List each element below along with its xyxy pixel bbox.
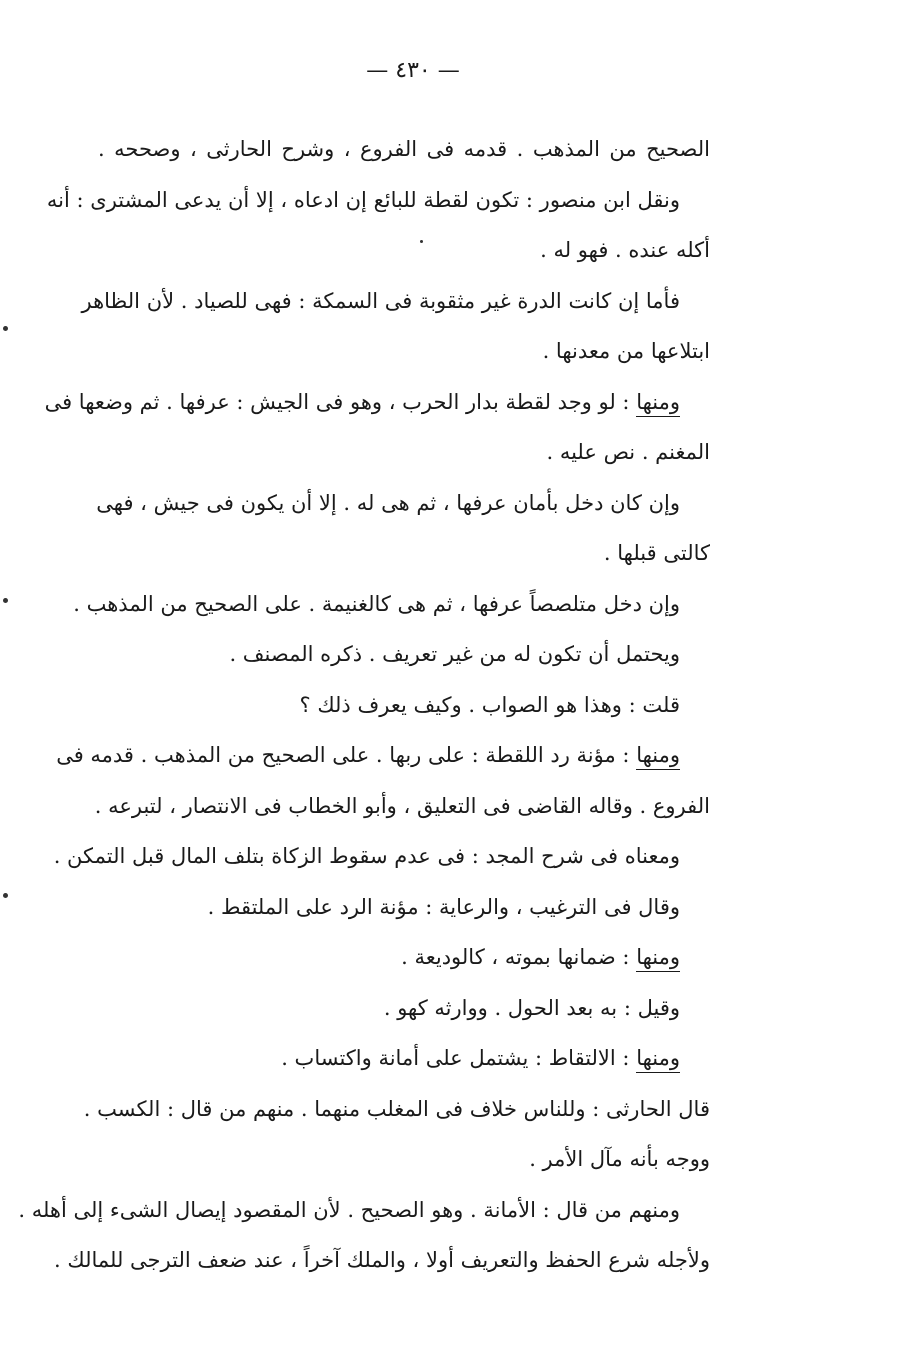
text-line <box>98 882 710 933</box>
line-text: : الالتقاط : يشتمل على أمانة واكتساب . <box>281 1046 630 1070</box>
line-text: وإن دخل متلصصاً عرفها ، ثم هى كالغنيمة . على الصحيح من المذهب . <box>73 591 680 616</box>
text-line <box>98 680 710 731</box>
line-text: قلت : وهذا هو الصواب . وكيف يعرف ذلك ؟ <box>299 692 680 717</box>
line-text: أكله عنده . فهو له . <box>540 238 710 262</box>
line-text: قال الحارثى : وللناس خلاف فى المغلب منهما . منهم من قال : الكسب . <box>83 1096 710 1121</box>
line-text: : لو وجد لقطة بدار الحرب ، وهو فى الجيش : عرفها . ثم وضعها فى <box>44 389 630 414</box>
text-line <box>94 781 710 832</box>
text-line <box>81 276 710 327</box>
text-line <box>98 225 710 276</box>
text-line <box>98 427 710 478</box>
text-line <box>98 1134 710 1185</box>
scan-speck <box>3 893 8 898</box>
line-text: ولأجله شرع الحفظ والتعريف أولا ، والملك آخراً ، عند ضعف الترجى للمالك . <box>54 1248 710 1272</box>
text-line <box>46 175 710 226</box>
line-text: ومعناه فى شرح المجد : فى عدم سقوط الزكاة بتلف المال قبل التمكن . <box>53 844 680 868</box>
line-text: ووجه بأنه مآل الأمر . <box>529 1147 710 1171</box>
text-line <box>98 124 710 175</box>
text-line <box>83 1084 710 1135</box>
text-line <box>98 1033 710 1084</box>
body-text <box>18 124 710 1286</box>
line-text: المغنم . نص عليه . <box>546 440 710 464</box>
line-text: وقيل : به بعد الحول . ووارثه كهو . <box>383 995 680 1020</box>
scan-speck <box>420 240 423 243</box>
scan-speck <box>3 326 8 331</box>
section-keyword: ومنها <box>636 390 680 417</box>
page-number: — ٤٣٠ — <box>366 58 460 83</box>
line-text: ونقل ابن منصور : تكون لقطة للبائع إن ادعاه ، إلا أن يدعى المشترى : أنه <box>46 187 680 212</box>
section-keyword: ومنها <box>636 1046 680 1073</box>
line-text: : مؤنة رد اللقطة : على ربها . على الصحيح من المذهب . قدمه فى <box>56 743 630 767</box>
line-text: ومنهم من قال : الأمانة . وهو الصحيح . لأن المقصود إيصال الشىء إلى أهله . <box>18 1197 680 1222</box>
line-text: : ضمانها بموته ، كالوديعة . <box>401 945 630 969</box>
text-line <box>18 1185 710 1236</box>
text-line <box>54 1235 710 1286</box>
text-line <box>98 326 710 377</box>
text-line <box>98 983 710 1034</box>
line-text: الصحيح من المذهب . قدمه فى الفروع ، وشرح الحارثى ، وصححه . <box>98 137 710 161</box>
text-line <box>44 377 710 428</box>
text-line <box>98 629 710 680</box>
section-keyword: ومنها <box>636 945 680 972</box>
text-line <box>53 831 710 882</box>
text-line <box>98 932 710 983</box>
line-text: ابتلاعها من معدنها . <box>542 339 710 363</box>
text-line <box>56 730 710 781</box>
text-line <box>98 528 710 579</box>
line-text: وقال فى الترغيب ، والرعاية : مؤنة الرد على الملتقط . <box>207 894 680 919</box>
line-text: ويحتمل أن تكون له من غير تعريف . ذكره المصنف . <box>229 642 680 666</box>
line-text: فأما إن كانت الدرة غير مثقوبة فى السمكة : فهى للصياد . لأن الظاهر <box>81 288 680 313</box>
scan-speck <box>3 598 8 603</box>
line-text: وإن كان دخل بأمان عرفها ، ثم هى له . إلا أن يكون فى جيش ، فهى <box>96 490 680 515</box>
line-text: كالتى قبلها . <box>603 541 710 565</box>
section-keyword: ومنها <box>636 743 680 770</box>
text-line <box>98 478 710 529</box>
text-line <box>73 579 710 630</box>
line-text: الفروع . وقاله القاضى فى التعليق ، وأبو الخطاب فى الانتصار ، لتبرعه . <box>94 793 710 818</box>
